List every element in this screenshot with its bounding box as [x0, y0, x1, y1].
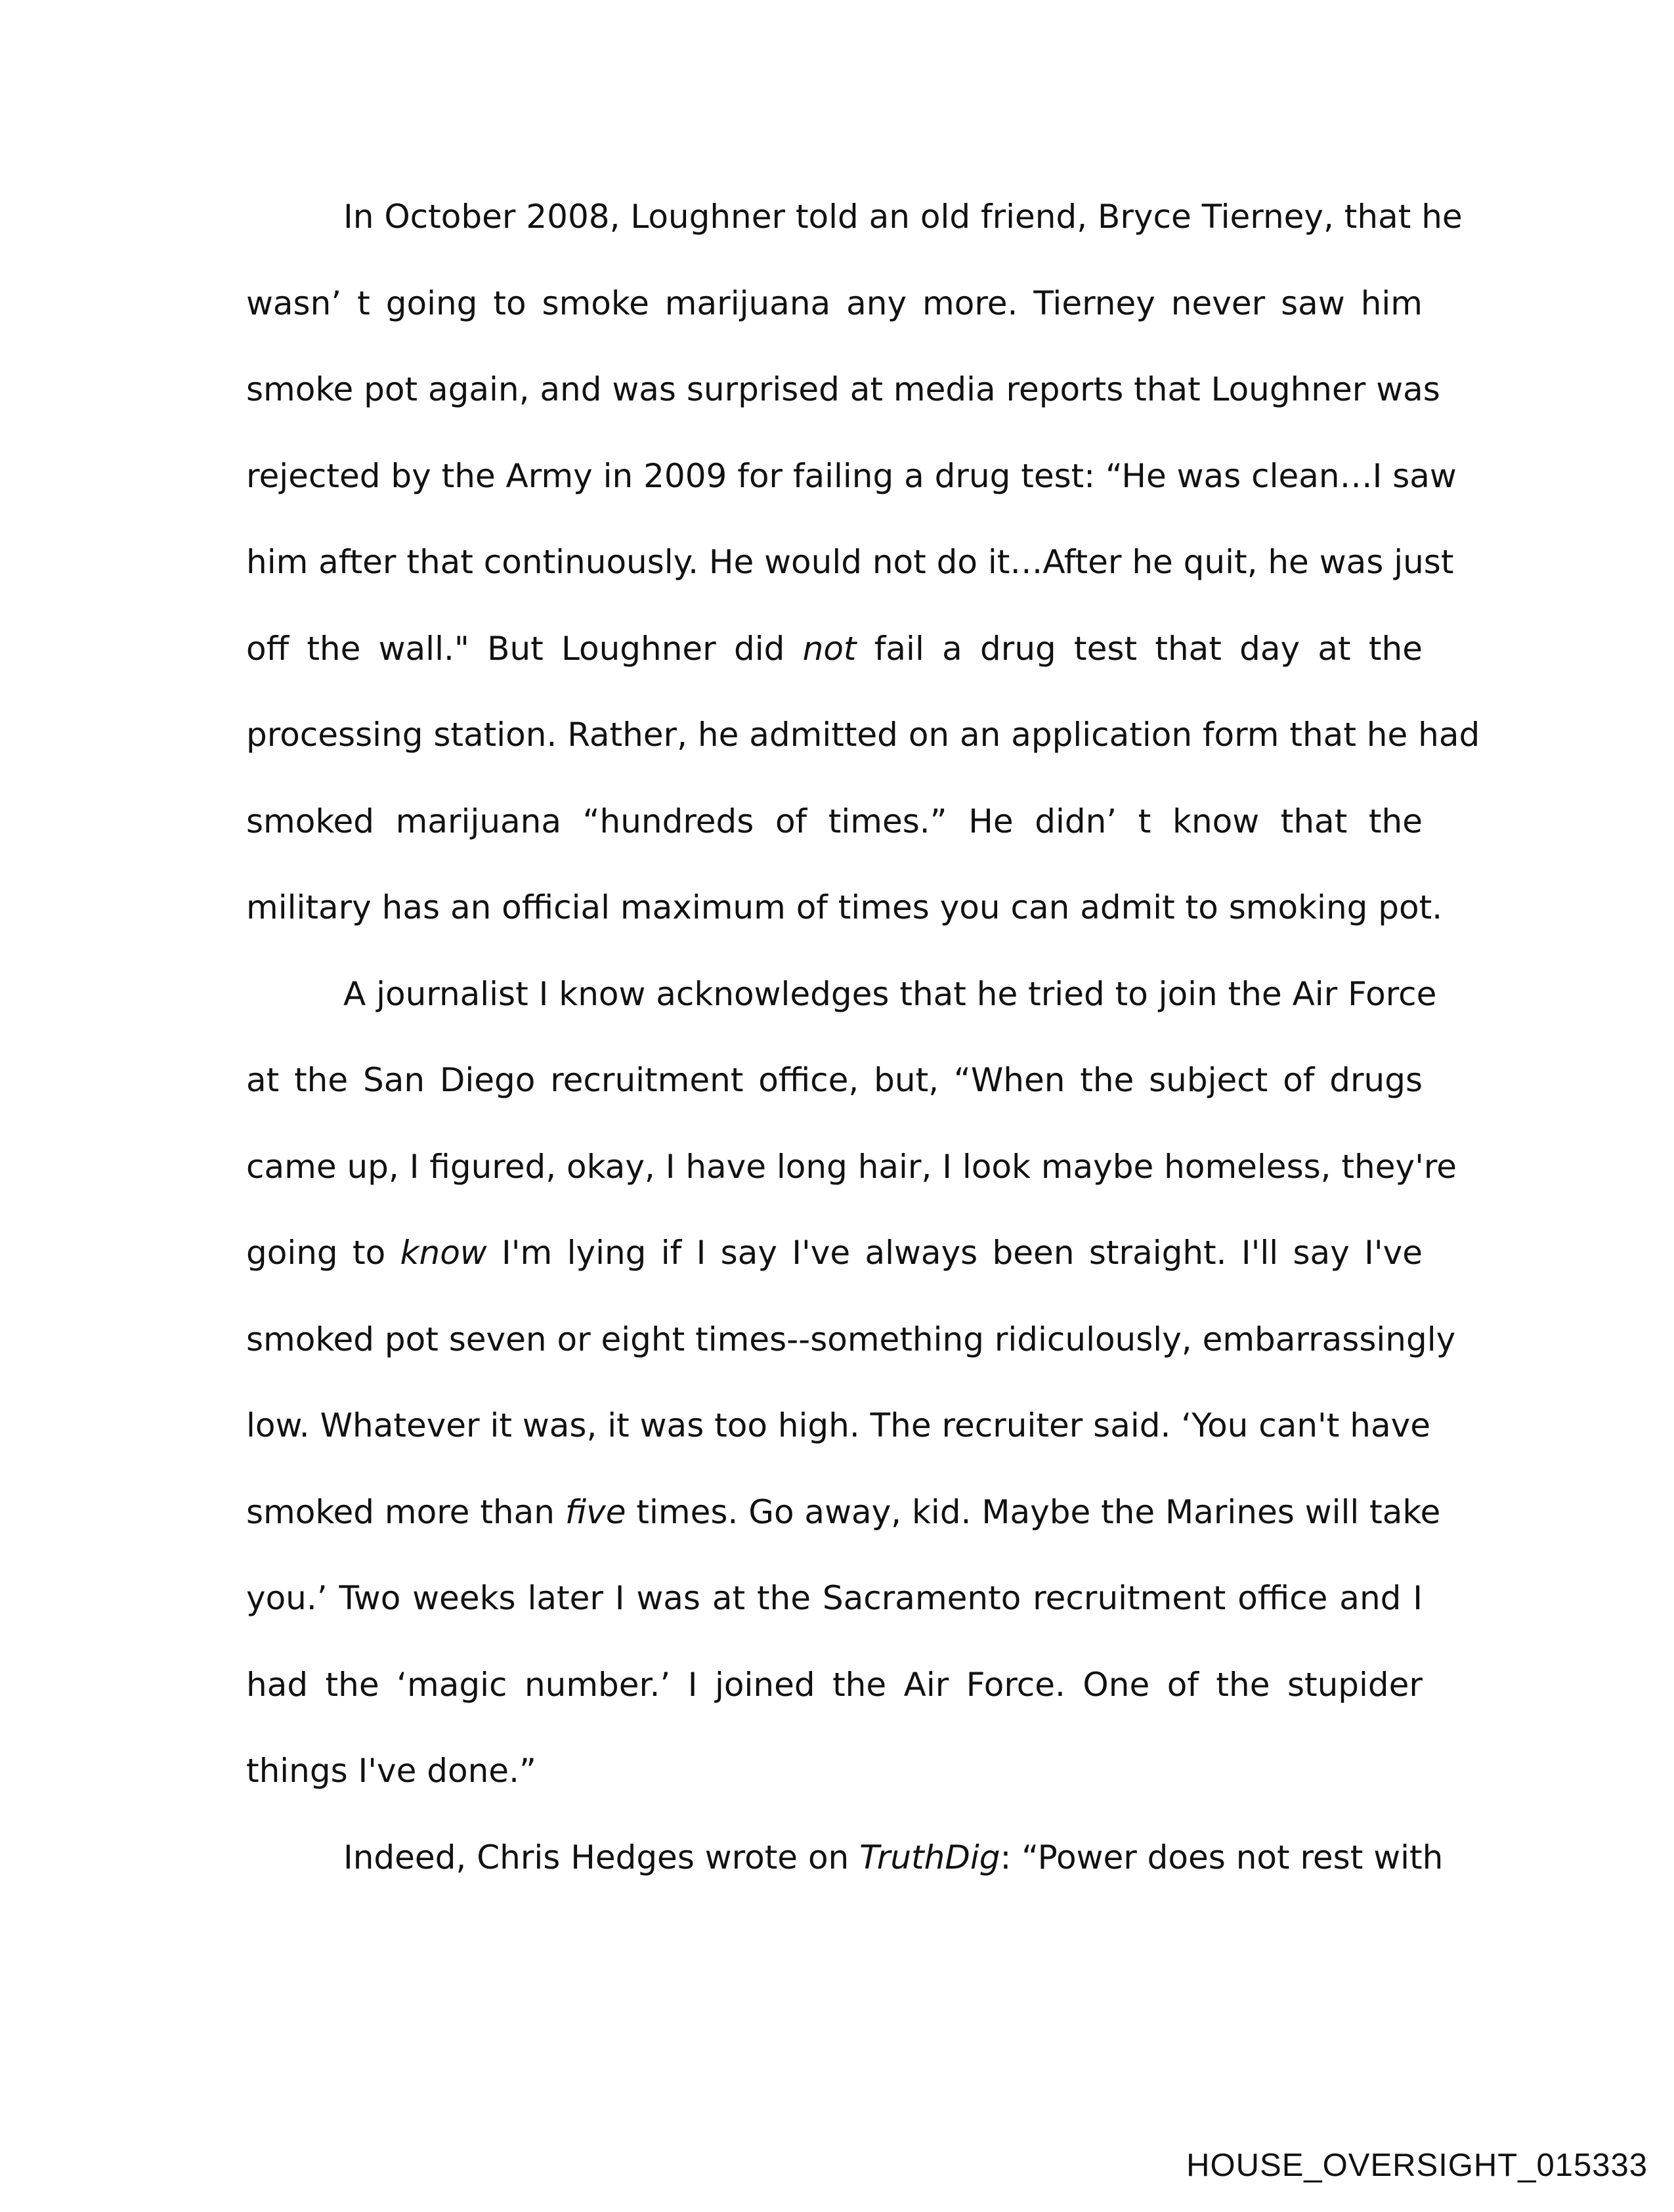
- text-segment: him after that continuously. He would not do it…After he quit, he was just: [246, 543, 1454, 581]
- text-line: [246, 792, 1423, 878]
- italic-text: TruthDig: [859, 1838, 1000, 1876]
- text-line: [246, 1569, 1423, 1655]
- text-segment: : “Power does not rest with: [1000, 1838, 1444, 1876]
- text-line: [246, 360, 1440, 446]
- text-segment: low. Whatever it was, it was too high. The recruiter said. ‘You can't have: [246, 1406, 1430, 1444]
- text-segment: In October 2008, Loughner told an old friend, Bryce Tierney, that he: [343, 198, 1463, 236]
- text-segment: things I've done.”: [246, 1752, 536, 1790]
- text-line: [246, 1223, 1423, 1310]
- text-segment: off the wall." But Loughner did: [246, 629, 803, 668]
- text-segment: A journalist I know acknowledges that he tried to join the Air Force: [343, 974, 1437, 1013]
- text-line: [246, 705, 1480, 792]
- text-segment: came up, I figured, okay, I have long hair, I look maybe homeless, they're: [246, 1147, 1457, 1186]
- text-segment: wasn’ t going to smoke marijuana any more. Tierney never saw him: [246, 284, 1423, 322]
- text-line: [246, 1483, 1441, 1569]
- text-line: [246, 446, 1457, 533]
- text-line: [246, 1310, 1456, 1397]
- italic-text: not: [802, 629, 857, 668]
- text-segment: going to: [246, 1234, 400, 1272]
- text-segment: Indeed, Chris Hedges wrote on: [343, 1838, 860, 1876]
- text-line: [343, 1828, 1444, 1915]
- text-segment: you.’ Two weeks later I was at the Sacramento recruitment office and I: [246, 1579, 1423, 1617]
- text-segment: smoked more than: [246, 1492, 565, 1531]
- text-line: [246, 878, 1443, 965]
- text-segment: military has an official maximum of times you can admit to smoking pot.: [246, 888, 1443, 926]
- text-segment: smoked marijuana “hundreds of times.” He didn’ t know that the: [246, 802, 1423, 840]
- italic-text: five: [565, 1492, 626, 1531]
- text-segment: smoked pot seven or eight times--something ridiculously, embarrassingly: [246, 1320, 1456, 1358]
- italic-text: know: [400, 1234, 487, 1272]
- bates-stamp: HOUSE_OVERSIGHT_015333: [1186, 2148, 1648, 2183]
- text-line: [246, 1051, 1423, 1137]
- text-segment: I'm lying if I say I've always been straight. I'll say I've: [486, 1234, 1423, 1272]
- text-segment: at the San Diego recruitment office, but, “When the subject of drugs: [246, 1061, 1423, 1099]
- text-segment: processing station. Rather, he admitted on an application form that he had: [246, 716, 1480, 754]
- text-segment: times. Go away, kid. Maybe the Marines will take: [626, 1492, 1441, 1531]
- text-line: [343, 965, 1437, 1051]
- text-segment: had the ‘magic number.’ I joined the Air Force. One of the stupider: [246, 1665, 1423, 1704]
- text-segment: smoke pot again, and was surprised at media reports that Loughner was: [246, 370, 1440, 408]
- text-line: [246, 1396, 1430, 1483]
- text-line: [246, 274, 1423, 360]
- text-line: [246, 1655, 1423, 1742]
- text-line: [246, 1741, 1423, 1828]
- text-segment: rejected by the Army in 2009 for failing a drug test: “He was clean…I saw: [246, 456, 1457, 495]
- text-segment: fail a drug test that day at the: [856, 629, 1423, 668]
- text-line: [246, 1137, 1457, 1224]
- text-line: [246, 532, 1454, 619]
- text-line: [343, 187, 1463, 274]
- text-line: [246, 619, 1423, 706]
